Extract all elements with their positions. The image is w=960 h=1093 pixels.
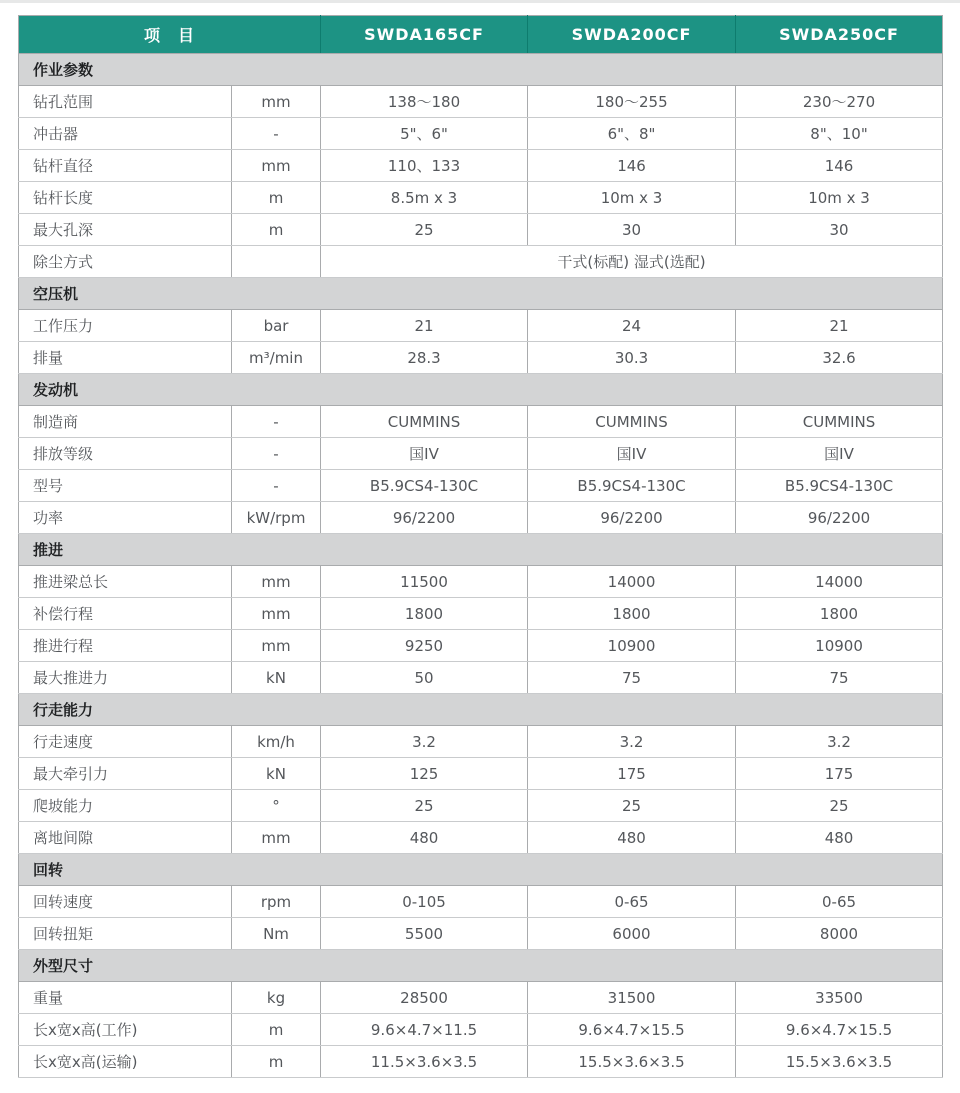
param-unit: m — [232, 214, 321, 246]
param-value-model-2: 10900 — [528, 630, 736, 662]
param-name: 冲击器 — [19, 118, 232, 150]
param-name: 长x宽x高(工作) — [19, 1014, 232, 1046]
param-name: 推进行程 — [19, 630, 232, 662]
param-value-model-2: 14000 — [528, 566, 736, 598]
table-row — [19, 246, 943, 278]
table-row — [19, 214, 943, 246]
table-row — [19, 438, 943, 470]
param-unit — [232, 246, 321, 278]
param-value-model-1: 25 — [321, 214, 528, 246]
param-name: 重量 — [19, 982, 232, 1014]
param-value-model-2: B5.9CS4-130C — [528, 470, 736, 502]
param-value-model-2: 96/2200 — [528, 502, 736, 534]
param-value-model-2: 175 — [528, 758, 736, 790]
table-row — [19, 182, 943, 214]
section-title: 外型尺寸 — [19, 950, 943, 982]
param-value-model-3: B5.9CS4-130C — [736, 470, 943, 502]
table-row — [19, 470, 943, 502]
table-header-row — [19, 16, 943, 54]
param-unit: ° — [232, 790, 321, 822]
param-name: 最大孔深 — [19, 214, 232, 246]
param-unit: m — [232, 1046, 321, 1078]
param-value-model-3: 1800 — [736, 598, 943, 630]
param-unit: - — [232, 118, 321, 150]
param-name: 除尘方式 — [19, 246, 232, 278]
param-value-model-2: 25 — [528, 790, 736, 822]
table-row — [19, 822, 943, 854]
param-name: 补偿行程 — [19, 598, 232, 630]
column-header-model-1: SWDA165CF — [321, 16, 528, 54]
section-title: 推进 — [19, 534, 943, 566]
param-unit: mm — [232, 630, 321, 662]
param-name: 回转速度 — [19, 886, 232, 918]
param-unit: - — [232, 406, 321, 438]
param-value-model-3: 10m x 3 — [736, 182, 943, 214]
param-value-model-1: 480 — [321, 822, 528, 854]
param-name: 排放等级 — [19, 438, 232, 470]
param-value-model-2: 146 — [528, 150, 736, 182]
table-row — [19, 566, 943, 598]
param-value-model-1: 9.6×4.7×11.5 — [321, 1014, 528, 1046]
param-value-model-2: 6000 — [528, 918, 736, 950]
table-row — [19, 502, 943, 534]
column-header-item: 项 目 — [19, 16, 321, 54]
param-value-model-3: 75 — [736, 662, 943, 694]
param-value-model-2: CUMMINS — [528, 406, 736, 438]
param-value-model-1: 8.5m x 3 — [321, 182, 528, 214]
table-row — [19, 598, 943, 630]
param-name: 回转扭矩 — [19, 918, 232, 950]
param-value-model-3: 230～270 — [736, 86, 943, 118]
param-value-model-1: 28500 — [321, 982, 528, 1014]
param-value-model-1: 28.3 — [321, 342, 528, 374]
table-row — [19, 630, 943, 662]
param-name: 推进梁总长 — [19, 566, 232, 598]
param-name: 钻杆直径 — [19, 150, 232, 182]
param-unit: kW/rpm — [232, 502, 321, 534]
param-unit: m — [232, 182, 321, 214]
param-value-model-2: 1800 — [528, 598, 736, 630]
param-value-model-2: 30 — [528, 214, 736, 246]
param-name: 离地间隙 — [19, 822, 232, 854]
param-value-model-1: 50 — [321, 662, 528, 694]
param-value-model-1: 11500 — [321, 566, 528, 598]
param-name: 钻杆长度 — [19, 182, 232, 214]
param-unit: bar — [232, 310, 321, 342]
param-unit: - — [232, 470, 321, 502]
param-name: 最大推进力 — [19, 662, 232, 694]
section-header-row — [19, 374, 943, 406]
param-value-model-2: 180～255 — [528, 86, 736, 118]
param-name: 最大牵引力 — [19, 758, 232, 790]
param-value-model-3: 96/2200 — [736, 502, 943, 534]
param-value-model-3: 21 — [736, 310, 943, 342]
param-value-model-1: 110、133 — [321, 150, 528, 182]
param-name: 功率 — [19, 502, 232, 534]
param-value-model-1: 9250 — [321, 630, 528, 662]
section-title: 作业参数 — [19, 54, 943, 86]
param-name: 钻孔范围 — [19, 86, 232, 118]
param-value-model-2: 75 — [528, 662, 736, 694]
table-row — [19, 118, 943, 150]
param-value-model-3: 9.6×4.7×15.5 — [736, 1014, 943, 1046]
param-value-span: 干式(标配) 湿式(选配) — [321, 246, 943, 278]
spec-table-body — [19, 16, 943, 1078]
param-value-model-3: 10900 — [736, 630, 943, 662]
param-value-model-2: 0-65 — [528, 886, 736, 918]
param-value-model-1: 0-105 — [321, 886, 528, 918]
section-header-row — [19, 278, 943, 310]
param-value-model-2: 3.2 — [528, 726, 736, 758]
section-header-row — [19, 950, 943, 982]
param-value-model-3: 15.5×3.6×3.5 — [736, 1046, 943, 1078]
param-value-model-3: 146 — [736, 150, 943, 182]
column-header-model-2: SWDA200CF — [528, 16, 736, 54]
param-value-model-2: 9.6×4.7×15.5 — [528, 1014, 736, 1046]
param-value-model-3: 480 — [736, 822, 943, 854]
table-row — [19, 790, 943, 822]
param-unit: mm — [232, 566, 321, 598]
param-unit: kg — [232, 982, 321, 1014]
table-row — [19, 310, 943, 342]
section-title: 发动机 — [19, 374, 943, 406]
param-name: 工作压力 — [19, 310, 232, 342]
section-title: 空压机 — [19, 278, 943, 310]
param-unit: m — [232, 1014, 321, 1046]
param-value-model-3: 14000 — [736, 566, 943, 598]
param-value-model-2: 10m x 3 — [528, 182, 736, 214]
table-row — [19, 918, 943, 950]
param-value-model-2: 480 — [528, 822, 736, 854]
section-header-row — [19, 54, 943, 86]
param-unit: rpm — [232, 886, 321, 918]
param-value-model-2: 15.5×3.6×3.5 — [528, 1046, 736, 1078]
param-value-model-3: 国IV — [736, 438, 943, 470]
param-value-model-1: 5"、6" — [321, 118, 528, 150]
spec-table — [18, 15, 943, 1078]
param-unit: Nm — [232, 918, 321, 950]
table-row — [19, 1014, 943, 1046]
table-row — [19, 982, 943, 1014]
param-value-model-1: 3.2 — [321, 726, 528, 758]
param-value-model-1: 国IV — [321, 438, 528, 470]
param-value-model-3: 33500 — [736, 982, 943, 1014]
param-value-model-1: 25 — [321, 790, 528, 822]
param-value-model-3: 8000 — [736, 918, 943, 950]
param-value-model-1: 125 — [321, 758, 528, 790]
table-row — [19, 406, 943, 438]
table-row — [19, 758, 943, 790]
param-value-model-3: 32.6 — [736, 342, 943, 374]
param-name: 行走速度 — [19, 726, 232, 758]
param-value-model-3: 3.2 — [736, 726, 943, 758]
param-value-model-2: 24 — [528, 310, 736, 342]
spec-table-container — [0, 3, 960, 1078]
table-row — [19, 662, 943, 694]
section-title: 回转 — [19, 854, 943, 886]
param-name: 长x宽x高(运输) — [19, 1046, 232, 1078]
param-value-model-3: 25 — [736, 790, 943, 822]
param-value-model-2: 6"、8" — [528, 118, 736, 150]
section-header-row — [19, 534, 943, 566]
param-value-model-1: 138～180 — [321, 86, 528, 118]
param-unit: kN — [232, 758, 321, 790]
param-unit: mm — [232, 150, 321, 182]
table-row — [19, 86, 943, 118]
param-value-model-2: 30.3 — [528, 342, 736, 374]
param-unit: km/h — [232, 726, 321, 758]
param-value-model-2: 国IV — [528, 438, 736, 470]
section-header-row — [19, 854, 943, 886]
table-row — [19, 886, 943, 918]
param-value-model-1: 96/2200 — [321, 502, 528, 534]
table-row — [19, 1046, 943, 1078]
table-row — [19, 726, 943, 758]
param-unit: kN — [232, 662, 321, 694]
param-value-model-1: 1800 — [321, 598, 528, 630]
param-value-model-3: 8"、10" — [736, 118, 943, 150]
param-value-model-3: 30 — [736, 214, 943, 246]
param-value-model-1: 21 — [321, 310, 528, 342]
param-name: 排量 — [19, 342, 232, 374]
param-name: 制造商 — [19, 406, 232, 438]
param-value-model-3: 175 — [736, 758, 943, 790]
param-value-model-3: CUMMINS — [736, 406, 943, 438]
table-row — [19, 150, 943, 182]
section-header-row — [19, 694, 943, 726]
column-header-model-3: SWDA250CF — [736, 16, 943, 54]
param-name: 爬坡能力 — [19, 790, 232, 822]
param-value-model-1: CUMMINS — [321, 406, 528, 438]
param-name: 型号 — [19, 470, 232, 502]
param-unit: - — [232, 438, 321, 470]
section-title: 行走能力 — [19, 694, 943, 726]
param-value-model-3: 0-65 — [736, 886, 943, 918]
param-value-model-1: 5500 — [321, 918, 528, 950]
param-value-model-2: 31500 — [528, 982, 736, 1014]
param-unit: mm — [232, 86, 321, 118]
param-value-model-1: 11.5×3.6×3.5 — [321, 1046, 528, 1078]
param-unit: mm — [232, 598, 321, 630]
table-row — [19, 342, 943, 374]
param-unit: m³/min — [232, 342, 321, 374]
param-unit: mm — [232, 822, 321, 854]
param-value-model-1: B5.9CS4-130C — [321, 470, 528, 502]
